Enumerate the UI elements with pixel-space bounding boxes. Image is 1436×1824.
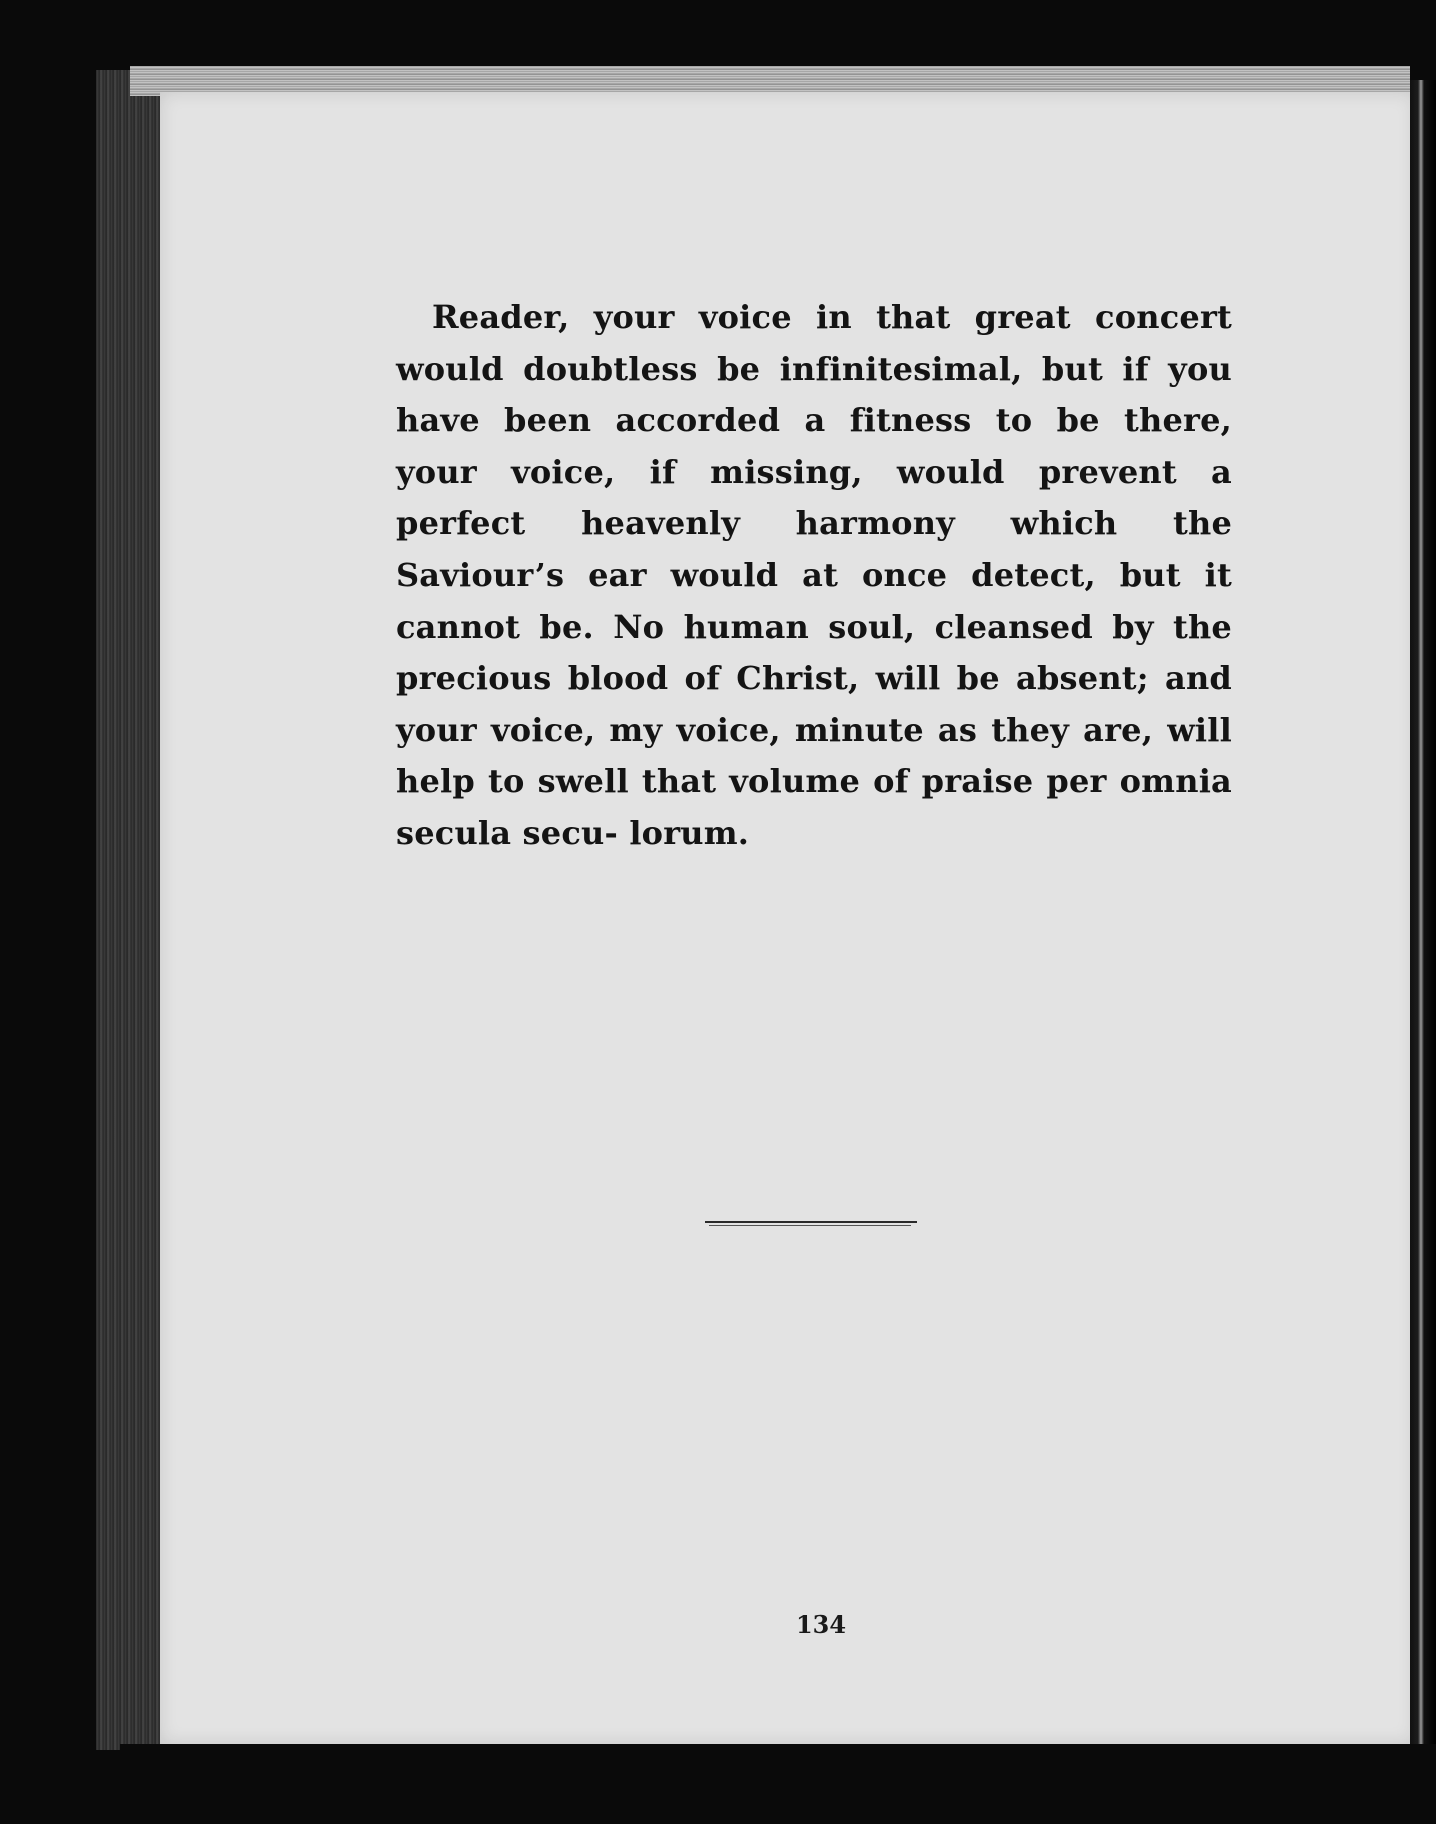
text-line: would doubtless be infinitesimal, but if you bbox=[396, 349, 1232, 388]
scan-background bbox=[120, 1744, 1436, 1824]
text-line: of Christ, will be absent; and your voice, my bbox=[396, 659, 1233, 749]
text-line: human soul, cleansed by the precious blood bbox=[396, 607, 1232, 698]
rule-line-thick bbox=[705, 1221, 917, 1223]
text-line: Reader, your voice in that great concert bbox=[432, 298, 1232, 336]
body-paragraph bbox=[396, 292, 1232, 860]
text-line: voice, minute as they are, will help to swell bbox=[396, 710, 1233, 801]
text-line: have been accorded a fitness to be there, your bbox=[396, 401, 1232, 491]
text-line: lorum. bbox=[629, 813, 750, 852]
text-line: heavenly harmony which the Saviour’s ear bbox=[396, 504, 1233, 594]
text-line: would at once detect, but it cannot be. No bbox=[396, 555, 1232, 646]
text-line: voice, if missing, would prevent a perfect bbox=[396, 452, 1232, 543]
book-binding bbox=[1410, 80, 1436, 1760]
text-line: that volume of praise per omnia secula secu- bbox=[396, 762, 1232, 852]
page-number: 134 bbox=[795, 1610, 847, 1639]
section-divider-rule bbox=[705, 1221, 917, 1227]
rule-line-thin bbox=[709, 1225, 911, 1226]
